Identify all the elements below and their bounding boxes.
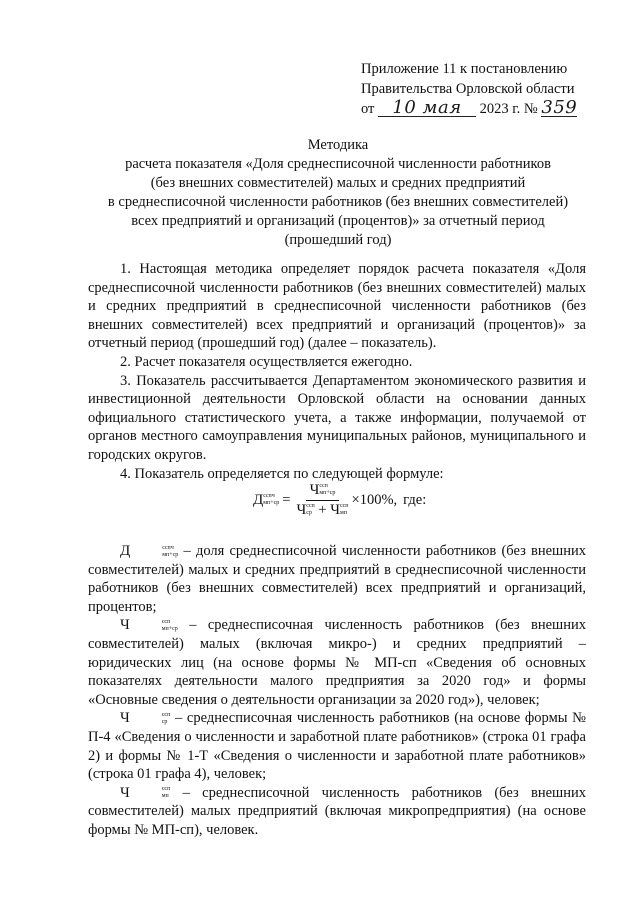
- definition-sub: ср: [161, 719, 168, 726]
- date-prefix: от: [361, 101, 375, 117]
- definition-item: [88, 709, 586, 783]
- definitions: [88, 542, 586, 840]
- definition-item: [88, 542, 586, 616]
- definition-text: – среднесписочная численность работников (на основе формы № П-4 «Сведения о численности и заработной плате работников» (строка 01 графа 2) и формы № 1-Т «Сведения о численности и заработной плате работников» (строка 01 графа 4), человек;: [88, 710, 586, 783]
- appendix-header: [361, 59, 591, 119]
- definition-symbol: Д: [120, 543, 131, 559]
- body-text: [88, 260, 586, 483]
- definition-sub: мп+ср: [161, 626, 178, 633]
- definition-sup: сспч: [162, 544, 174, 551]
- denominator-b-sub: мп: [339, 510, 347, 517]
- title-subtitle-line: расчета показателя «Доля среднесписочной численности работников: [125, 156, 551, 172]
- numerator-symbol: Ч: [309, 481, 320, 498]
- definition-item: [88, 616, 586, 709]
- title-subtitle-line: в среднесписочной численности работников (без внешних совместителей): [107, 194, 569, 210]
- formula-lhs: [253, 492, 279, 509]
- definition-text: – среднесписочной численность работников (без внешних совместителей) малых предприятий (включая микропредприятия) (на основе формы № МП-сп), человек.: [88, 784, 586, 838]
- header-date-line: [361, 99, 591, 119]
- definition-symbol: Ч: [120, 784, 130, 801]
- header-line-2: Правительства Орловской области: [361, 81, 575, 97]
- denominator-plus: +: [318, 501, 327, 518]
- definition-text: – доля среднесписочной численности работников (без внешних совместителей) малых и средних предприятий в среднесписочной численности работников (без внешних совместителей) всех предприятий и организаций, процентов;: [88, 543, 586, 615]
- paragraph-3: 3. Показатель рассчитывается Департаментом экономического развития и инвестиционной деятельности Орловской области на основании данных официального статистического учета, а также информации, получаемой от органов местного самоуправления муниципальных районов, муниципального и городских округов.: [88, 372, 586, 463]
- denominator-a-sub: ср: [306, 510, 312, 517]
- definition-symbol: Ч: [120, 617, 130, 634]
- paragraph-2: 2. Расчет показателя осуществляется ежегодно.: [120, 353, 413, 370]
- denominator-b-sup: ссп: [339, 503, 349, 510]
- formula-fraction: [296, 482, 348, 519]
- definition-text: – среднесписочная численность работников (без внешних совместителей) малых (включая микро-) и средних предприятий – юридических лиц (на основе формы № МП-сп «Сведения об основных показателях деятельности малого предприятия за 2020 год» и формы «Основные сведения о деятельности организации за 2020 год»), человек;: [88, 617, 586, 708]
- document-title: [88, 136, 588, 250]
- handwritten-date: 10 мая: [378, 100, 476, 117]
- formula-numerator: [306, 482, 340, 501]
- definition-sup: ссп: [161, 786, 171, 793]
- paragraph-1: 1. Настоящая методика определяет порядок расчета показателя «Доля среднесписочной численности работников (без внешних совместителей) малых и средних предприятий в среднесписочной численности работников (без внешних совместителей) всех предприятий и организаций (процентов)» за отчетный период (прошедший год) (далее – показатель).: [88, 261, 586, 352]
- definition-sub: мп+ср: [162, 551, 179, 558]
- denominator-a-symbol: Ч: [296, 501, 307, 518]
- formula-lhs-sup: сспч: [263, 493, 275, 500]
- denominator-a-sup: ссп: [306, 503, 315, 510]
- date-year: 2023 г. №: [479, 101, 538, 117]
- title-subtitle-line: (без внешних совместителей) малых и средних предприятий: [150, 175, 526, 191]
- formula-denominator: [296, 501, 348, 519]
- formula-times: ×100%,: [351, 491, 398, 508]
- definition-sup: ссп: [161, 619, 171, 626]
- formula: [253, 478, 426, 522]
- numerator-sup: ссп: [319, 483, 328, 490]
- definition-sub: мп: [161, 793, 169, 800]
- formula-lhs-sub: мп+ср: [263, 500, 280, 507]
- title-heading: Методика: [307, 137, 369, 153]
- title-subtitle-line: (прошедший год): [284, 232, 392, 248]
- handwritten-number: 359: [541, 97, 578, 118]
- formula-lhs-symbol: Д: [253, 491, 264, 508]
- denominator-b-symbol: Ч: [330, 501, 340, 518]
- paragraph-4: 4. Показатель определяется по следующей формуле:: [120, 465, 444, 482]
- definition-sup: ссп: [161, 712, 171, 719]
- title-subtitle-line: всех предприятий и организаций (процентов)» за отчетный период: [131, 213, 545, 229]
- formula-where: где:: [403, 491, 427, 508]
- header-line-1: Приложение 11 к постановлению: [361, 61, 568, 77]
- numerator-sub: мп+ср: [319, 490, 336, 497]
- definition-symbol: Ч: [120, 710, 130, 727]
- formula-equals: =: [282, 491, 291, 508]
- definition-item: [88, 784, 586, 840]
